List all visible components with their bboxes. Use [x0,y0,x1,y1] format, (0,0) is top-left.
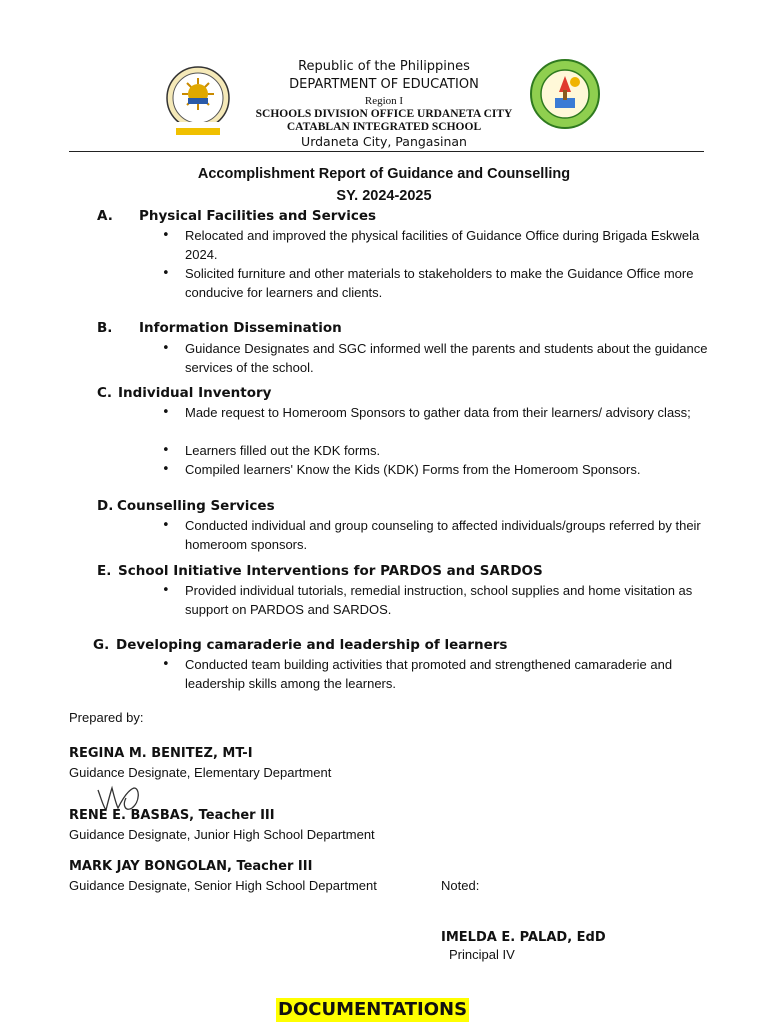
header-division: SCHOOLS DIVISION OFFICE URDANETA CITY [255,108,513,120]
section-e-heading [97,563,543,579]
report-sy: SY. 2024-2025 [336,188,432,204]
header-school: CATABLAN INTEGRATED SCHOOL [286,121,482,133]
section-title: Developing camaraderie and leadership of learners [116,637,508,653]
section-letter: D. [97,498,114,514]
bullet-icon: • [162,518,170,533]
header-republic: Republic of the Philippines [298,59,470,74]
section-title: Information Dissemination [139,320,342,336]
signatory-role: Guidance Designate, Junior High School Department [69,827,375,842]
header-divider [69,151,704,152]
bullet-icon: • [162,405,170,420]
section-c-heading [97,385,271,401]
report-title: Accomplishment Report of Guidance and Counselling [197,166,571,182]
list-item: Conducted team building activities that promoted and strengthened camaraderie and leadership skills among the learners. [185,657,673,691]
section-letter: B. [97,320,113,336]
list-item: Solicited furniture and other materials to stakeholders to make the Guidance Office more conducive for learners and clients. [185,266,694,300]
documentations-heading: DOCUMENTATIONS [278,999,468,1020]
header-address: Urdaneta City, Pangasinan [301,134,467,149]
section-title: Physical Facilities and Services [139,208,377,224]
bullet-icon: • [162,443,170,458]
bullet-icon: • [162,462,170,477]
signatory-role: Guidance Designate, Elementary Department [69,765,332,780]
prepared-by-label: Prepared by: [69,710,144,725]
section-d-heading [97,498,275,514]
principal-name: IMELDA E. PALAD, EdD [441,930,606,945]
section-letter: A. [97,208,113,224]
signatory-role: Guidance Designate, Senior High School Department [69,878,377,893]
section-title: School Initiative Interventions for PARDOS and SARDOS [118,563,543,579]
bullet-icon: • [162,341,170,356]
list-item: Compiled learners' Know the Kids (KDK) Forms from the Homeroom Sponsors. [185,462,641,477]
section-letter: C. [97,385,113,401]
header-region: Region I [364,95,404,107]
bullet-icon: • [162,266,170,281]
bullet-icon: • [162,583,170,598]
signatory-name: RENE E. BASBAS, Teacher III [69,808,275,823]
section-letter: G. [93,637,110,653]
section-b-heading [97,320,342,336]
signatory-name: MARK JAY BONGOLAN, Teacher III [69,859,313,874]
list-item: Made request to Homeroom Sponsors to gather data from their learners/ advisory class; [185,405,691,420]
section-letter: E. [97,563,112,579]
signatory-name: REGINA M. BENITEZ, MT-I [69,746,253,761]
bullet-icon: • [162,228,170,243]
header-department: DEPARTMENT OF EDUCATION [289,77,479,92]
list-item: Relocated and improved the physical facilities of Guidance Office during Brigada Eskwela 2024. [185,228,700,262]
section-g-heading [93,637,507,653]
section-a-heading [97,208,376,224]
list-item: Provided individual tutorials, remedial instruction, school supplies and home visitation as support on PARDOS and SARDOS. [185,583,693,617]
section-title: Individual Inventory [118,385,272,401]
principal-role: Principal IV [449,947,515,962]
list-item: Conducted individual and group counseling to affected individuals/groups referred by their homeroom sponsors. [185,518,701,552]
section-title: Counselling Services [117,498,275,514]
list-item: Guidance Designates and SGC informed well the parents and students about the guidance services of the school. [185,341,708,375]
list-item: Learners filled out the KDK forms. [185,443,381,458]
noted-label: Noted: [441,878,480,893]
bullet-icon: • [162,657,170,672]
